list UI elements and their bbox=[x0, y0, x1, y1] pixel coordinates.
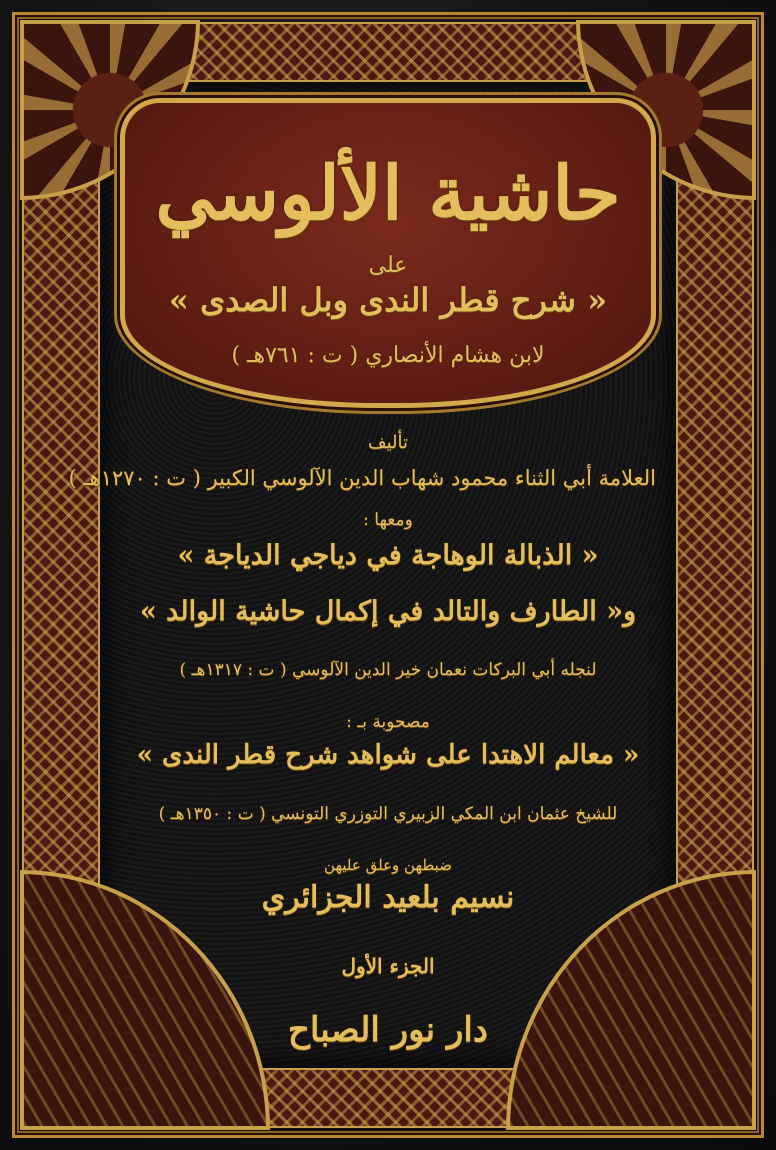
tarif-title: و« الطارف والتالد في إكمال حاشية الوالد » bbox=[139, 596, 637, 627]
uthman-line: للشيخ عثمان ابن المكي الزبيري التوزري التونسي ( ت : ١٣٥٠هـ ) bbox=[158, 804, 618, 824]
editor-name: نسيم بلعيد الجزائري bbox=[261, 880, 515, 915]
publisher-name: دار نور الصباح bbox=[288, 1010, 488, 1050]
sharh-title: « شرح قطر الندى وبل الصدى » bbox=[168, 281, 608, 319]
ala-label: على bbox=[368, 253, 408, 278]
maalim-title: « معالم الاهتدا على شواهد شرح قطر الندى » bbox=[136, 740, 640, 770]
author-line: العلامة أبي الثناء محمود شهاب الدين الآلوسي الكبير ( ت : ١٢٧٠هـ ) bbox=[68, 466, 656, 490]
nuaman-line: لنجله أبي البركات نعمان خير الدين الآلوسي ( ت : ١٣١٧هـ ) bbox=[179, 660, 597, 680]
dabt-label: ضبطهن وعلق عليهن bbox=[324, 856, 452, 874]
title-panel bbox=[120, 98, 656, 408]
book-title: حاشية الألوسي bbox=[155, 151, 621, 237]
dhubala-title: « الذبالة الوهاجة في دياجي الدياجة » bbox=[177, 540, 599, 571]
original-author: لابن هشام الأنصاري ( ت : ٧٦١هـ ) bbox=[231, 343, 545, 368]
talif-label: تأليف bbox=[367, 432, 409, 453]
wa-maahu-label: ومعها : bbox=[363, 510, 413, 530]
mashuba-label: مصحوبة بـ : bbox=[346, 712, 430, 732]
volume-label: الجزء الأول bbox=[341, 954, 435, 978]
